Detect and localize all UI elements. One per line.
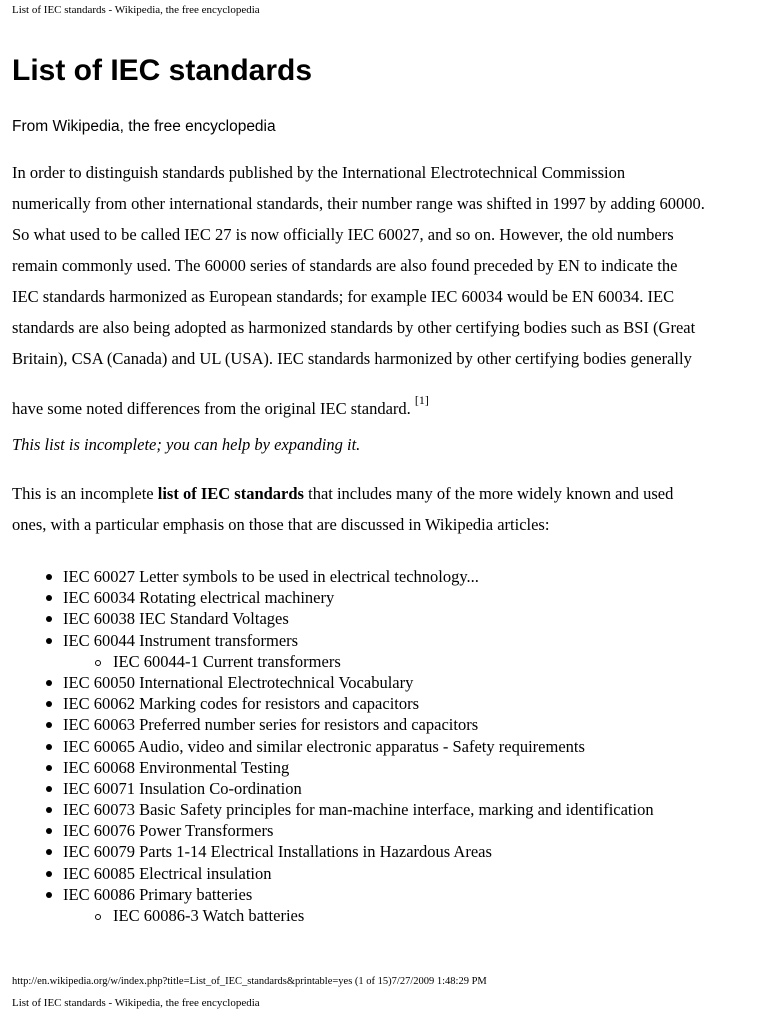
list-item-text[interactable]: IEC 60086 Primary batteries: [63, 884, 253, 904]
circle-bullet-icon: [95, 914, 101, 920]
list-intro-paragraph: [12, 478, 673, 540]
print-footer-title: List of IEC standards - Wikipedia, the free encyclopedia: [12, 997, 260, 1009]
intro-line: Britain), CSA (Canada) and UL (USA). IEC standards harmonized by other certifying bodies generally: [12, 349, 692, 368]
bullet-icon: [46, 638, 52, 644]
list-item-text[interactable]: IEC 60044-1 Current transformers: [113, 651, 341, 671]
bullet-icon: [46, 616, 52, 622]
list-intro-text: This is an incomplete: [12, 484, 158, 503]
bullet-icon: [46, 849, 52, 855]
intro-line: In order to distinguish standards published by the International Electrotechnical Commission: [12, 163, 626, 182]
list-item-text[interactable]: IEC 60038 IEC Standard Voltages: [63, 609, 289, 629]
list-item-text[interactable]: IEC 60063 Preferred number series for resistors and capacitors: [63, 715, 479, 735]
list-item-text[interactable]: IEC 60086-3 Watch batteries: [113, 906, 305, 925]
intro-line-last: [12, 385, 705, 424]
list-item-text[interactable]: IEC 60076 Power Transformers: [63, 821, 274, 841]
intro-line: standards are also being adopted as harmonized standards by other certifying bodies such as BSI (Great: [12, 318, 696, 337]
circle-bullet-icon: [95, 660, 101, 666]
bullet-icon: [46, 744, 52, 750]
intro-paragraph: [12, 157, 705, 424]
intro-line: have some noted differences from the original IEC standard.: [12, 399, 411, 418]
list-item-text[interactable]: IEC 60068 Environmental Testing: [63, 757, 290, 777]
list-item-text[interactable]: IEC 60085 Electrical insulation: [63, 863, 272, 883]
print-header-title: List of IEC standards - Wikipedia, the free encyclopedia: [12, 4, 260, 16]
footnote-link[interactable]: [1]: [414, 393, 429, 407]
intro-line: numerically from other international standards, their number range was shifted in 1997 by adding 60000.: [12, 194, 705, 213]
intro-line: IEC standards harmonized as European standards; for example IEC 60034 would be EN 60034. IEC: [12, 287, 675, 306]
intro-line: So what used to be called IEC 27 is now officially IEC 60027, and so on. However, the old numbers: [12, 225, 674, 244]
bullet-icon: [46, 765, 52, 771]
list-item-text[interactable]: IEC 60027 Letter symbols to be used in electrical technology...: [63, 567, 479, 586]
bullet-icon: [46, 807, 52, 813]
page-subtitle: From Wikipedia, the free encyclopedia: [12, 118, 276, 135]
list-item-text[interactable]: IEC 60044 Instrument transformers: [63, 630, 299, 650]
bullet-icon: [46, 722, 52, 728]
page-title: List of IEC standards: [12, 54, 313, 87]
bullet-icon: [46, 595, 52, 601]
list-item-text[interactable]: IEC 60071 Insulation Co-ordination: [63, 778, 302, 798]
bullet-icon: [46, 701, 52, 707]
incomplete-list-note: This list is incomplete; you can help by expanding it.: [12, 435, 361, 454]
list-intro-text: that includes many of the more widely known and used: [303, 484, 674, 503]
list-item-text[interactable]: IEC 60065 Audio, video and similar electronic apparatus - Safety requirements: [63, 736, 585, 756]
list-item-text[interactable]: IEC 60062 Marking codes for resistors and capacitors: [63, 694, 420, 714]
list-intro-text: ones, with a particular emphasis on those that are discussed in Wikipedia articles:: [12, 515, 550, 534]
list-item-text[interactable]: IEC 60034 Rotating electrical machinery: [63, 588, 335, 608]
bullet-icon: [46, 892, 52, 898]
bullet-icon: [46, 574, 52, 580]
intro-line: remain commonly used. The 60000 series of standards are also found preceded by EN to indicate the: [12, 256, 678, 275]
list-item-text[interactable]: IEC 60079 Parts 1-14 Electrical Installations in Hazardous Areas: [63, 842, 492, 862]
list-item-text[interactable]: IEC 60050 International Electrotechnical Vocabulary: [63, 672, 414, 692]
bullet-icon: [46, 680, 52, 686]
bullet-icon: [46, 871, 52, 877]
list-intro-bold: list of IEC standards: [157, 484, 304, 503]
bullet-icon: [46, 828, 52, 834]
print-footer-url: http://en.wikipedia.org/w/index.php?title=List_of_IEC_standards&printable=yes (1 of 15)7/27/2009 1:48:29 PM: [12, 976, 487, 987]
list-item-text[interactable]: IEC 60073 Basic Safety principles for man-machine interface, marking and identification: [63, 800, 654, 820]
bullet-icon: [46, 786, 52, 792]
